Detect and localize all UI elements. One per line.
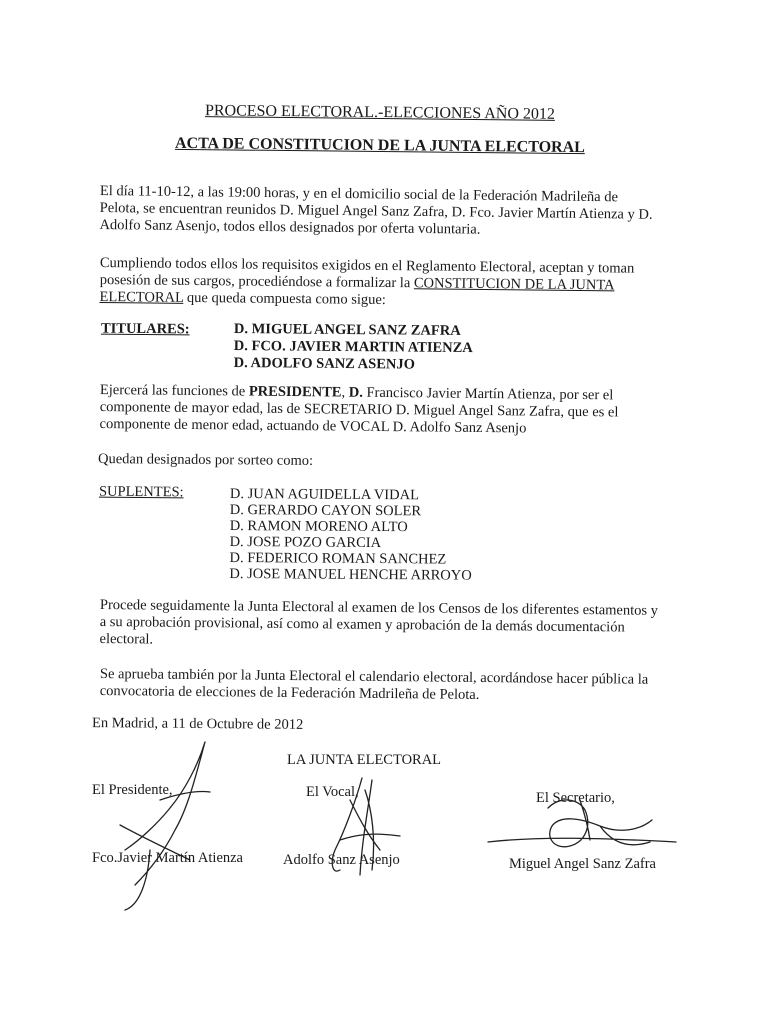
paragraph-line: Procede seguidamente la Junta Electoral al examen de los Censos de los diferentes estamentos y (99, 597, 659, 619)
titular-member: D. FCO. JAVIER MARTIN ATIENZA (233, 337, 473, 357)
suplente-member: D. RAMON MORENO ALTO (229, 517, 408, 536)
titular-member: D. MIGUEL ANGEL SANZ ZAFRA (233, 321, 461, 339)
paragraph-line: a su aprobación provisional, así como al examen y aprobación de la demás documentación (99, 613, 625, 636)
paragraph-line: Se aprueba también por la Junta Electoral el calendario electoral, acordándose hacer pública la (99, 666, 649, 688)
role-president: PRESIDENTE (248, 383, 342, 401)
president-name: Fco.Javier Martín Atienza (92, 850, 243, 866)
titular-member: D. ADOLFO SANZ ASENJO (233, 354, 415, 373)
suplente-member: D. JUAN AGUIDELLA VIDAL (229, 486, 420, 504)
paragraph-text: Francisco Javier Martín Atienza, por ser el (362, 384, 614, 404)
paragraph-line: Adolfo Sanz Asenjo, todos ellos designados por oferta voluntaria. (99, 216, 481, 238)
titulares-label: TITULARES: (100, 320, 190, 338)
president-role: El Presidente, (92, 782, 173, 798)
signatures-heading: LA JUNTA ELECTORAL (287, 752, 442, 768)
titulares-list (234, 321, 473, 374)
paragraph-line: electoral. (99, 630, 154, 648)
paragraph-line: componente de menor edad, actuando de VOCAL D. Adolfo Sanz Asenjo (99, 415, 527, 437)
suplente-member: D. FEDERICO ROMAN SANCHEZ (229, 549, 447, 568)
paragraph-census (99, 597, 659, 654)
paragraph-constitution (99, 255, 640, 312)
sorteo-text: Quedan designados por sorteo como: (97, 451, 314, 469)
vocal-name: Adolfo Sanz Asenjo (283, 852, 400, 868)
paragraph-text: , (341, 384, 349, 401)
paragraph-line: El día 11-10-12, a las 19:00 horas, y en el domicilio social de la Federación Madrileña de (99, 183, 619, 206)
suplente-member: D. JOSE POZO GARCIA (229, 533, 382, 552)
paragraph-line: Pelota, se encuentran reunidos D. Miguel Angel Sanz Zafra, D. Fco. Javier Martín Atienza y D. (99, 199, 653, 223)
paragraph-text: que queda compuesta como sigue: (183, 289, 386, 308)
secretary-role: El Secretario, (536, 790, 615, 806)
paragraph-line: Cumpliendo todos ellos los requisitos exigidos en el Reglamento Electoral, aceptan y toman (99, 255, 635, 277)
document-title: ACTA DE CONSTITUCION DE LA JUNTA ELECTORAL (174, 134, 585, 157)
suplentes-list (229, 486, 472, 584)
paragraph-roles (99, 382, 640, 439)
president-signature (120, 742, 210, 910)
place-date: En Madrid, a 11 de Octubre de 2012 (91, 715, 304, 733)
paragraph-meeting (99, 183, 653, 241)
underlined-text: ELECTORAL (99, 288, 184, 306)
paragraph-text: posesión de sus cargos, procediéndose a formalizar la (99, 271, 411, 292)
paragraph-line: componente de mayor edad, las de SECRETARIO D. Miguel Angel Sanz Zafra, que es el (99, 398, 619, 421)
secretary-name: Miguel Angel Sanz Zafra (509, 856, 656, 872)
suplente-member: D. GERARDO CAYON SOLER (229, 501, 422, 520)
bold-text: D. (348, 384, 363, 401)
vocal-role: El Vocal, (306, 784, 359, 800)
paragraph-calendar (99, 666, 649, 706)
paragraph-line: convocatoria de elecciones de la Federación Madrileña de Pelota. (99, 682, 480, 703)
suplentes-label: SUPLENTES: (98, 483, 184, 501)
process-heading: PROCESO ELECTORAL.-ELECCIONES AÑO 2012 (204, 102, 556, 123)
paragraph-text: Ejercerá las funciones de (99, 382, 249, 400)
underlined-text: CONSTITUCION DE LA JUNTA (413, 275, 615, 294)
suplente-member: D. JOSE MANUEL HENCHE ARROYO (229, 565, 472, 584)
